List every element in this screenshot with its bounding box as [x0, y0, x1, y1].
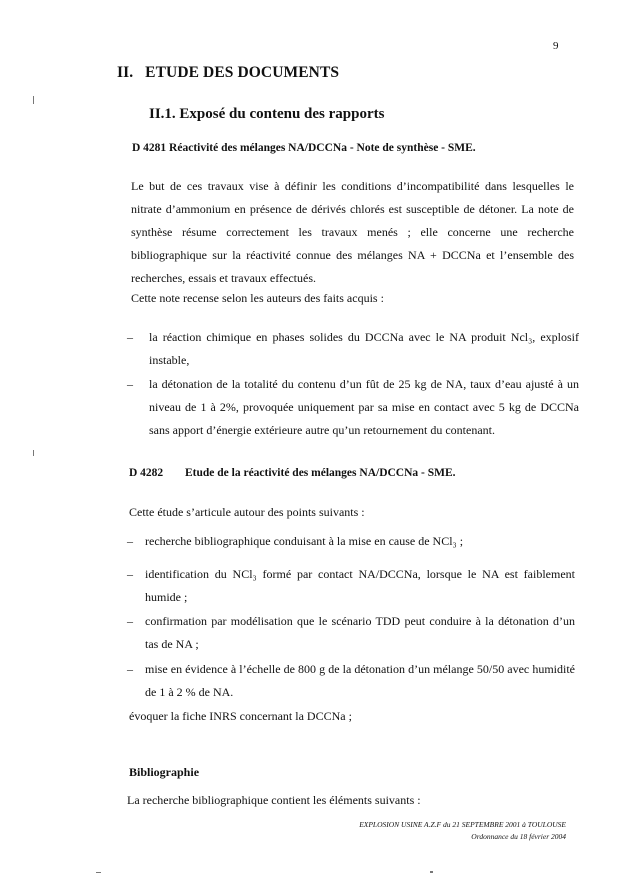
bibliography-heading: Bibliographie — [129, 765, 200, 779]
document-code: D 4282 — [129, 467, 164, 479]
page-number: 9 — [553, 40, 559, 52]
footer-case-title: EXPLOSION USINE A.Z.F du 21 SEPTEMBRE 2001 à TOULOUSE — [359, 820, 566, 829]
bullet-dash: – — [127, 567, 133, 581]
bibliography-intro: La recherche bibliographique contient les éléments suivants : — [127, 793, 421, 807]
findings-intro: Cette note recense selon les auteurs des faits acquis : — [131, 291, 384, 305]
study-points-intro: Cette étude s’articule autour des points suivants : — [129, 505, 365, 519]
bullet-dash: – — [127, 614, 133, 628]
document-title-text: Etude de la réactivité des mélanges NA/DCCNa - SME. — [185, 467, 456, 479]
list-item — [127, 373, 579, 442]
scan-mark — [96, 872, 101, 873]
bullet-dash: – — [127, 662, 133, 676]
list-item — [127, 658, 579, 704]
list-item-text: recherche bibliographique conduisant à la mise en cause de NCl₃ ; — [145, 534, 464, 548]
bullet-dash: – — [127, 330, 133, 344]
scan-mark — [33, 450, 34, 456]
list-item — [127, 326, 579, 372]
bullet-dash: – — [127, 377, 133, 391]
scan-mark — [33, 96, 34, 104]
list-item — [127, 530, 579, 553]
section-heading: II. ETUDE DES DOCUMENTS — [117, 64, 340, 81]
subsection-heading: II.1. Exposé du contenu des rapports — [149, 106, 385, 122]
scan-mark — [430, 871, 433, 873]
list-item — [127, 610, 579, 656]
list-item-text: confirmation par modélisation que le scénario TDD peut conduire à la détonation d’un tas de NA ; — [145, 614, 575, 651]
document-title-d4282 — [129, 467, 456, 479]
list-item-text: la réaction chimique en phases solides du DCCNa avec le NA produit Ncl₃, explosif instable, — [149, 330, 579, 367]
list-item-text: mise en évidence à l’échelle de 800 g de la détonation d’un mélange 50/50 avec humidité de 1 à 2 % de NA. — [145, 662, 575, 699]
document-title-d4281: D 4281 Réactivité des mélanges NA/DCCNa - Note de synthèse - SME. — [132, 142, 476, 154]
footer-order-date: Ordonnance du 18 février 2004 — [471, 832, 566, 841]
list-item-text: identification du NCl₃ formé par contact NA/DCCNa, lorsque le NA est faiblement humide ; — [145, 567, 575, 604]
list-item-text: la détonation de la totalité du contenu d’un fût de 25 kg de NA, taux d’eau ajusté à un niveau de 1 à 2%, provoquée uniquement par sa mise en contact avec 5 kg de DCCNa sans apport d’énergie extérieure autre qu’un retournement du contenant. — [149, 377, 579, 437]
document-summary-paragraph: Le but de ces travaux vise à définir les conditions d’incompatibilité dans lesquelles le nitrate d’ammonium en présence de dérivés chlorés est susceptible de détoner. La note de synthèse résume correctement les travaux menés ; elle concerne une recherche bibliographique sur la réactivité connue des mélanges NA + DCCNa et l’ensemble des recherches, essais et travaux effectués. — [131, 179, 574, 285]
bullet-dash: – — [127, 534, 133, 548]
list-item — [127, 563, 579, 609]
closing-note: évoquer la fiche INRS concernant la DCCNa ; — [129, 709, 352, 723]
